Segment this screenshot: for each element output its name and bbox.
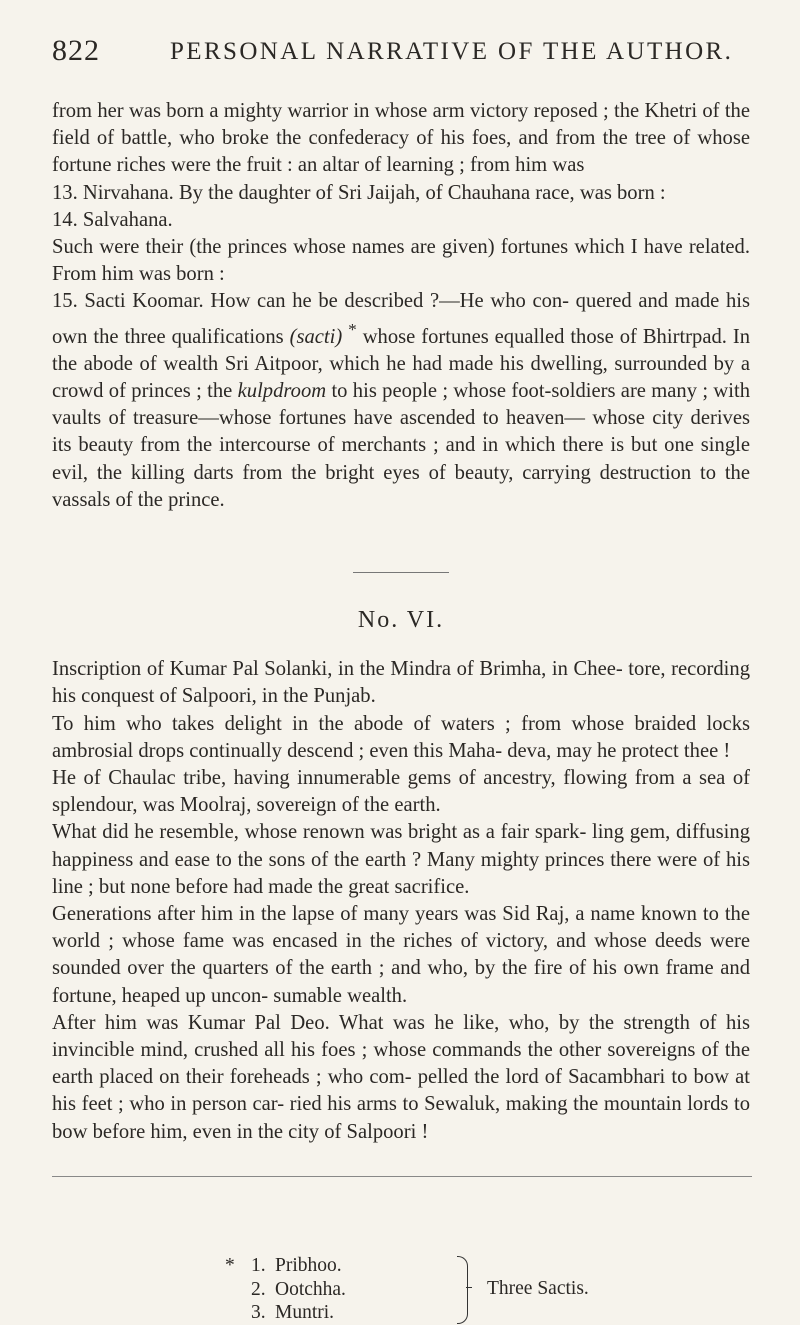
brace-point [466,1287,472,1288]
paragraph: After him was Kumar Pal Deo. What was he like, who, by the strength of his invincible mind, crushed all his foes ; whose commands the other sovereigns of the earth placed on their foreheads ; who com- pelled the lord of Sacambhari to bow at his feet ; who in person car- ried his arms to Sewaluk, making the mountain lords to bow before him, even in the city of Salpoori ! [52,1011,750,1143]
paragraph: What did he resemble, whose renown was bright as a fair spark- ling gem, diffusing happiness and ease to the sons of the earth ? Many mighty princes there were of his line ; but none before had made the great sacrifice. [52,821,750,898]
section-title: No. VI. [357,606,445,633]
footnote-item-number: 2. [251,1278,266,1300]
footnote-item-text: Pribhoo. [275,1255,342,1276]
footnote-item-number: 1. [251,1255,266,1276]
text-run: whose fortunes equalled those of Bhirtrpad. In the abode of wealth Sri Aitpoor, which he had made his dwelling, surrounded by a crowd of princes ; the [52,325,750,402]
footnote-item [225,1301,346,1325]
footnote-note: Three Sactis. [487,1278,589,1299]
footnote-item-number: 3. [251,1302,266,1323]
paragraph: 14. Salvahana. [52,208,173,231]
paragraph: Such were their (the princes whose names are given) fortunes which I have related. From him was born : [52,236,750,286]
footnote-mark: * [225,1255,235,1276]
paragraph: Generations after him in the lapse of many years was Sid Raj, a name known to the world ; whose fame was encased in the riches of victory, and whose deeds were sounded over the quarters of the earth ; and who, by the fire of his own frame and fortune, heaped up uncon- sumable wealth. [52,902,750,1007]
footnote-reference: * [348,319,357,339]
running-head [52,34,760,74]
body-text [52,98,750,1177]
paragraph [52,288,750,513]
paragraph: from her was born a mighty warrior in whose arm victory reposed ; the Khetri of the field of battle, who broke the confederacy of his foes, and from the tree of whose fortune riches were the fruit : an altar of learning ; from him was [52,100,750,177]
paragraph: He of Chaulac tribe, having innumerable gems of ancestry, flowing from a sea of splendour, was Moolraj, sovereign of the earth. [52,766,750,817]
paragraph: 13. Nirvahana. By the daughter of Sri Jaijah, of Chauhana race, was born : [52,181,666,204]
text-run: 15. Sacti Koomar. How can he be described ?—He who con- quered and made his own the three qualifications [52,290,750,348]
footnote-list [225,1254,346,1325]
footnote-item [225,1278,346,1302]
italic-term: kulpdroom [237,379,327,402]
paragraph: To him who takes delight in the abode of waters ; from whose braided locks ambrosial drops continually descend ; even this Maha- deva, may he protect thee ! [52,712,750,762]
footnote [225,1254,589,1325]
section-divider [353,572,449,573]
running-title: PERSONAL NARRATIVE OF THE AUTHOR. [170,38,734,65]
footnote-rule [52,1176,752,1177]
page-number: 822 [52,34,100,67]
footnote-item-text: Ootchha. [275,1278,346,1300]
italic-term: (sacti) [289,325,343,348]
inscription-caption: Inscription of Kumar Pal Solanki, in the Mindra of Brimha, in Chee- tore, recording his conquest of Salpoori, in the Punjab. [52,658,750,708]
text-run: to his people ; whose foot-soldiers are many ; with vaults of treasure—whose fortunes have ascended to heaven— whose city derives its beauty from the intercourse of merchants ; and in which there is but one single evil, the killing darts from the bright eyes of beauty, carrying destruction to the vassals of the prince. [52,379,751,511]
footnote-item [225,1254,346,1278]
brace-icon [457,1256,468,1324]
footnote-item-text: Muntri. [275,1302,335,1323]
